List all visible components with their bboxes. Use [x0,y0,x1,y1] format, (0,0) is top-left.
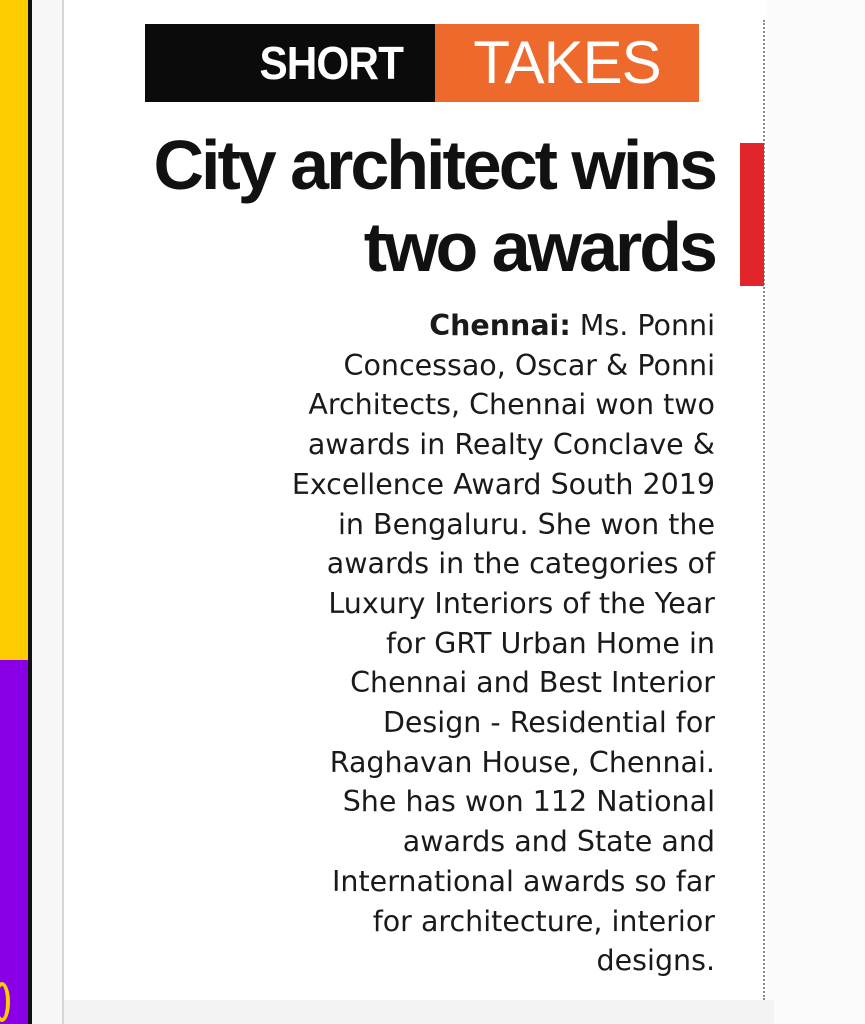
dateline: Chennai: [429,309,571,342]
left-margin [32,0,62,1024]
article-line: for architecture, interior [372,904,715,938]
article-line: Architects, Chennai won two [308,388,715,422]
headline-line-2: two awards [363,208,715,286]
article-body [140,306,715,981]
bottom-margin [64,1000,774,1024]
article-line: awards in the categories of [326,547,715,581]
article-line: awards and State and [402,825,715,859]
section-banner [145,24,699,102]
article-line: Raghavan House, Chennai. [329,745,715,779]
article-line: Concessao, Oscar & Ponni [343,348,715,382]
article-line: International awards so far [332,864,715,898]
red-accent-bar [740,143,764,286]
headline-line-1: City architect wins [153,126,715,204]
article-line: Chennai and Best Interior [350,666,715,700]
article-line: Design - Residential for [382,706,715,740]
banner-short-label: SHORT [145,24,435,102]
right-margin [766,0,865,1024]
article-line: awards in Realty Conclave & [307,428,715,462]
left-gray-line [62,0,64,1024]
article-line: Luxury Interiors of the Year [328,586,715,620]
left-yellow-strip [0,0,28,660]
article-line: in Bengaluru. She won the [337,507,715,541]
article-line-1-text: Ms. Ponni [579,309,715,342]
article-line: Excellence Award South 2019 [291,467,715,501]
article-line-1 [140,306,715,346]
article-line: for GRT Urban Home in [386,626,715,660]
headline [110,124,715,288]
article-line: She has won 112 National [342,785,715,819]
banner-takes-label: TAKES [435,24,699,102]
left-purple-strip [0,660,28,1024]
article-line: designs. [596,944,715,978]
